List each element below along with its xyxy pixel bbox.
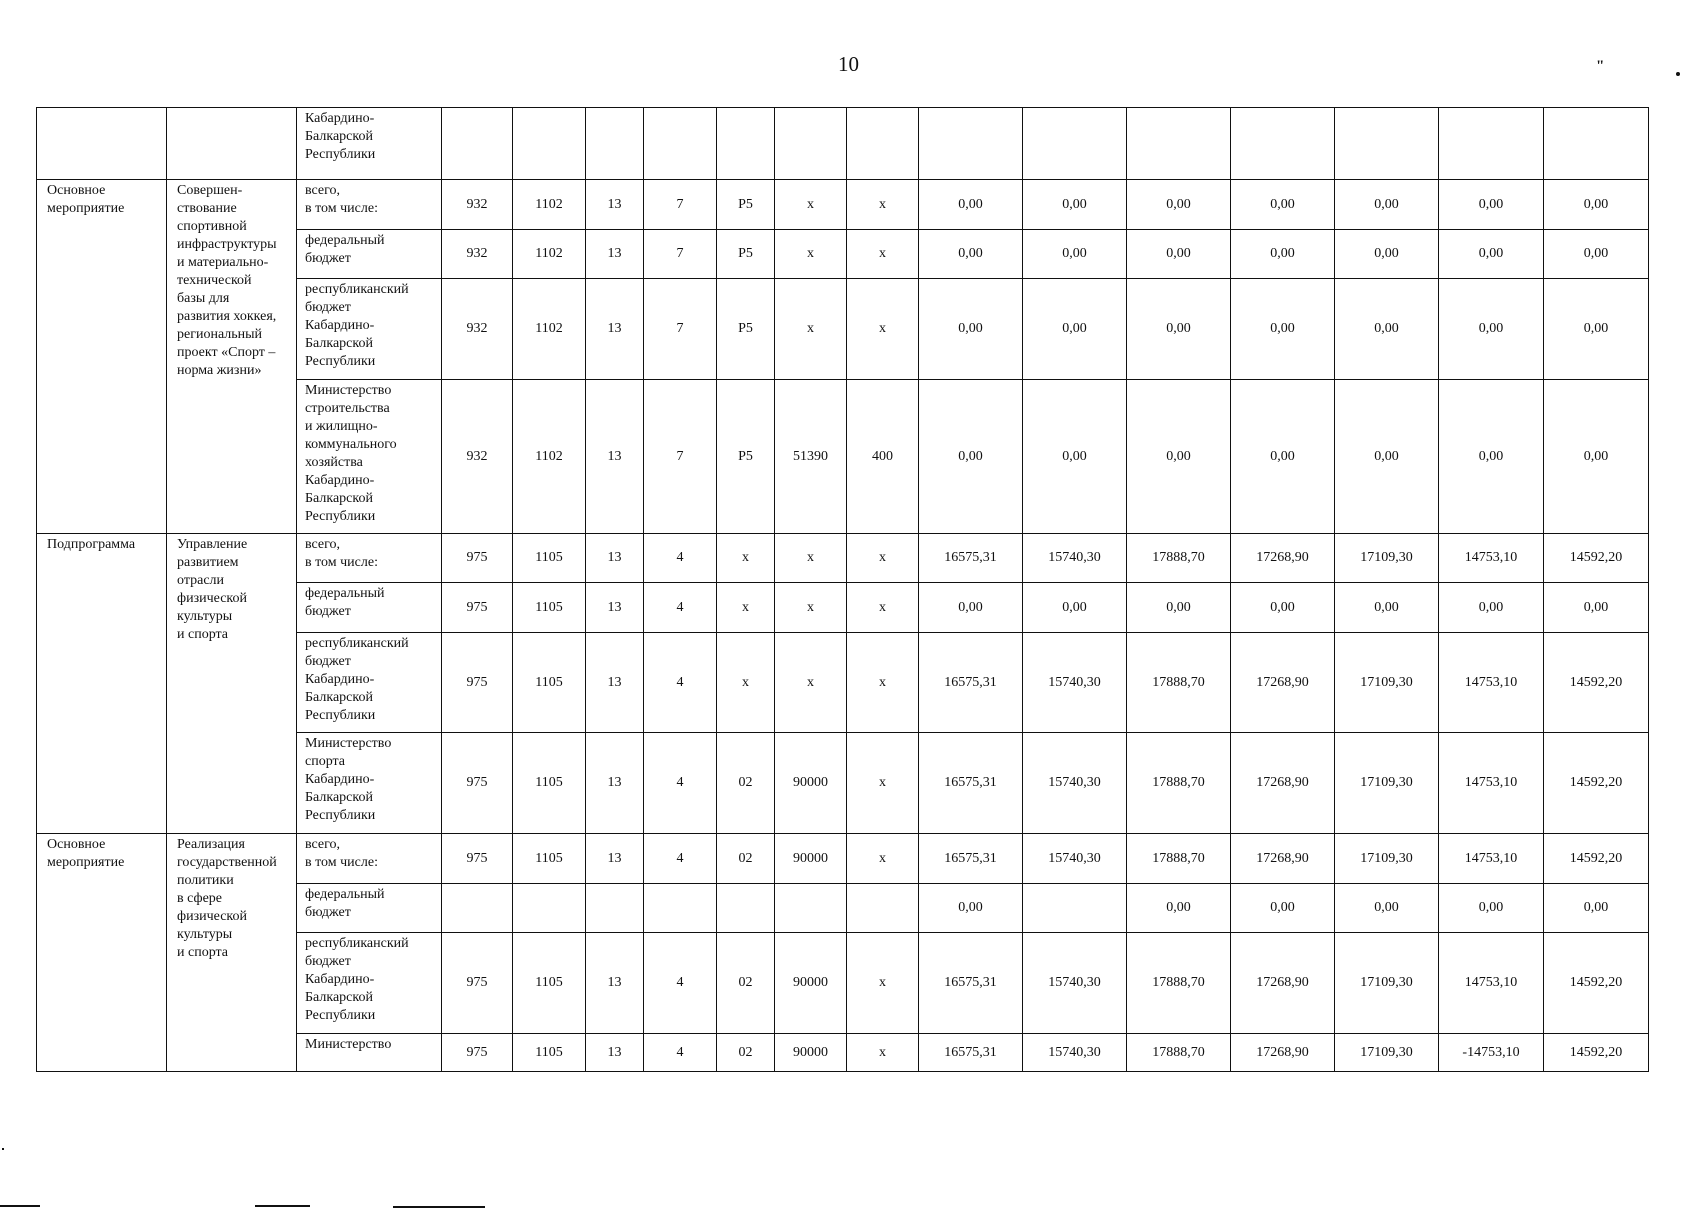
code-cell: 975 — [442, 534, 513, 583]
code-cell: 1105 — [513, 633, 586, 733]
amount-cell: 14753,10 — [1439, 933, 1544, 1034]
amount-cell: 15740,30 — [1023, 534, 1127, 583]
code-cell: 1102 — [513, 230, 586, 279]
code-cell: х — [847, 230, 919, 279]
code-cell: 7 — [644, 380, 717, 534]
amount-cell: 0,00 — [1127, 583, 1231, 633]
code-cell — [644, 884, 717, 933]
code-cell: 4 — [644, 583, 717, 633]
funding-source-cell: Министерство спорта Кабардино- Балкарской Республики — [297, 733, 442, 834]
amount-cell: 0,00 — [1439, 583, 1544, 633]
code-cell: х — [775, 534, 847, 583]
code-cell: Р5 — [717, 180, 775, 230]
amount-cell: 14592,20 — [1544, 534, 1649, 583]
amount-cell: 17109,30 — [1335, 1034, 1439, 1072]
amount-cell: 0,00 — [1231, 279, 1335, 380]
code-cell: х — [775, 583, 847, 633]
amount-cell: 14592,20 — [1544, 633, 1649, 733]
code-cell: Р5 — [717, 279, 775, 380]
code-cell — [442, 884, 513, 933]
amount-cell: 17888,70 — [1127, 933, 1231, 1034]
amount-cell: 14753,10 — [1439, 534, 1544, 583]
amount-cell: 0,00 — [919, 279, 1023, 380]
amount-cell: 17268,90 — [1231, 633, 1335, 733]
amount-cell: 17268,90 — [1231, 1034, 1335, 1072]
code-cell: 4 — [644, 534, 717, 583]
amount-cell: 14592,20 — [1544, 834, 1649, 884]
code-cell — [586, 108, 644, 180]
code-cell: 7 — [644, 279, 717, 380]
amount-cell: 0,00 — [1544, 583, 1649, 633]
amount-cell: 0,00 — [1231, 180, 1335, 230]
code-cell: 4 — [644, 633, 717, 733]
amount-cell: 15740,30 — [1023, 1034, 1127, 1072]
amount-cell: 14753,10 — [1439, 633, 1544, 733]
amount-cell: 0,00 — [1544, 180, 1649, 230]
amount-cell: 15740,30 — [1023, 933, 1127, 1034]
code-cell: 7 — [644, 230, 717, 279]
code-cell: 975 — [442, 733, 513, 834]
amount-cell: 0,00 — [1023, 279, 1127, 380]
item-type-cell: Основное мероприятие — [37, 180, 167, 534]
code-cell: х — [847, 583, 919, 633]
code-cell: 13 — [586, 230, 644, 279]
amount-cell — [919, 108, 1023, 180]
item-type-cell: Подпрограмма — [37, 534, 167, 834]
code-cell: 13 — [586, 1034, 644, 1072]
amount-cell: 0,00 — [1127, 884, 1231, 933]
code-cell: 13 — [586, 633, 644, 733]
amount-cell: 0,00 — [1023, 380, 1127, 534]
amount-cell: 0,00 — [1023, 230, 1127, 279]
amount-cell: 0,00 — [919, 884, 1023, 933]
amount-cell: 0,00 — [1231, 230, 1335, 279]
funding-source-cell: всего, в том числе: — [297, 180, 442, 230]
amount-cell: 14753,10 — [1439, 834, 1544, 884]
code-cell: 90000 — [775, 733, 847, 834]
amount-cell: 0,00 — [1335, 230, 1439, 279]
amount-cell: 0,00 — [1127, 279, 1231, 380]
code-cell — [513, 108, 586, 180]
code-cell: х — [775, 230, 847, 279]
table-row — [37, 534, 1649, 583]
code-cell: Р5 — [717, 230, 775, 279]
table-row — [37, 180, 1649, 230]
amount-cell: 0,00 — [1439, 180, 1544, 230]
code-cell: 975 — [442, 633, 513, 733]
code-cell: 1102 — [513, 380, 586, 534]
amount-cell — [1335, 108, 1439, 180]
amount-cell: 17109,30 — [1335, 834, 1439, 884]
amount-cell: 0,00 — [919, 180, 1023, 230]
amount-cell: 0,00 — [1544, 884, 1649, 933]
amount-cell: 17888,70 — [1127, 1034, 1231, 1072]
amount-cell: 14753,10 — [1439, 733, 1544, 834]
item-type-cell: Основное мероприятие — [37, 834, 167, 1072]
amount-cell: 0,00 — [1335, 180, 1439, 230]
corner-mark: " — [1596, 58, 1605, 74]
page-number: 10 — [838, 52, 859, 76]
code-cell: 51390 — [775, 380, 847, 534]
code-cell: 1105 — [513, 834, 586, 884]
code-cell: 13 — [586, 380, 644, 534]
item-type-cell — [37, 108, 167, 180]
amount-cell: 17268,90 — [1231, 834, 1335, 884]
amount-cell: 0,00 — [1439, 279, 1544, 380]
amount-cell: 17888,70 — [1127, 834, 1231, 884]
amount-cell: 17268,90 — [1231, 733, 1335, 834]
code-cell: 400 — [847, 380, 919, 534]
amount-cell: 0,00 — [1231, 884, 1335, 933]
code-cell: 13 — [586, 534, 644, 583]
code-cell: 13 — [586, 583, 644, 633]
amount-cell: 16575,31 — [919, 834, 1023, 884]
amount-cell: 0,00 — [1231, 380, 1335, 534]
amount-cell: 17109,30 — [1335, 633, 1439, 733]
amount-cell — [1023, 884, 1127, 933]
amount-cell: 0,00 — [1127, 230, 1231, 279]
code-cell: 1105 — [513, 1034, 586, 1072]
code-cell: 1105 — [513, 583, 586, 633]
code-cell: Р5 — [717, 380, 775, 534]
code-cell: 02 — [717, 1034, 775, 1072]
amount-cell: 16575,31 — [919, 633, 1023, 733]
code-cell: 13 — [586, 733, 644, 834]
budget-table-body — [37, 108, 1649, 1072]
amount-cell: 0,00 — [919, 583, 1023, 633]
amount-cell: 17888,70 — [1127, 733, 1231, 834]
code-cell: 1105 — [513, 733, 586, 834]
amount-cell: 16575,31 — [919, 733, 1023, 834]
amount-cell: 17109,30 — [1335, 733, 1439, 834]
amount-cell: 15740,30 — [1023, 633, 1127, 733]
amount-cell: 0,00 — [1231, 583, 1335, 633]
code-cell: 02 — [717, 834, 775, 884]
code-cell: 932 — [442, 279, 513, 380]
amount-cell: 16575,31 — [919, 534, 1023, 583]
code-cell: х — [775, 279, 847, 380]
amount-cell: 15740,30 — [1023, 834, 1127, 884]
code-cell: х — [847, 1034, 919, 1072]
footer-rule — [255, 1205, 310, 1207]
code-cell: 932 — [442, 230, 513, 279]
code-cell: 1102 — [513, 279, 586, 380]
code-cell — [775, 108, 847, 180]
code-cell: 932 — [442, 380, 513, 534]
amount-cell: 0,00 — [1335, 583, 1439, 633]
amount-cell: 16575,31 — [919, 933, 1023, 1034]
amount-cell: 0,00 — [1127, 180, 1231, 230]
code-cell — [717, 108, 775, 180]
code-cell: 02 — [717, 933, 775, 1034]
code-cell — [775, 884, 847, 933]
funding-source-cell: федеральный бюджет — [297, 884, 442, 933]
code-cell — [847, 884, 919, 933]
code-cell: 1102 — [513, 180, 586, 230]
item-name-cell: Реализация государственной политики в сфере физической культуры и спорта — [167, 834, 297, 1072]
amount-cell: 0,00 — [1439, 884, 1544, 933]
code-cell: 4 — [644, 933, 717, 1034]
code-cell: 90000 — [775, 933, 847, 1034]
amount-cell: 14592,20 — [1544, 933, 1649, 1034]
amount-cell: 14592,20 — [1544, 733, 1649, 834]
amount-cell: 0,00 — [1127, 380, 1231, 534]
funding-source-cell: Кабардино- Балкарской Республики — [297, 108, 442, 180]
code-cell: х — [775, 180, 847, 230]
amount-cell: 0,00 — [1335, 279, 1439, 380]
amount-cell: 0,00 — [1439, 380, 1544, 534]
code-cell: х — [775, 633, 847, 733]
funding-source-cell: всего, в том числе: — [297, 534, 442, 583]
amount-cell: 16575,31 — [919, 1034, 1023, 1072]
amount-cell: 0,00 — [1335, 380, 1439, 534]
funding-source-cell: Министерство — [297, 1034, 442, 1072]
amount-cell: 17109,30 — [1335, 534, 1439, 583]
footer-dot — [2, 1148, 4, 1150]
amount-cell: -14753,10 — [1439, 1034, 1544, 1072]
funding-source-cell: федеральный бюджет — [297, 230, 442, 279]
code-cell: 13 — [586, 279, 644, 380]
code-cell: 932 — [442, 180, 513, 230]
amount-cell: 17888,70 — [1127, 534, 1231, 583]
amount-cell: 17888,70 — [1127, 633, 1231, 733]
code-cell: 90000 — [775, 1034, 847, 1072]
amount-cell: 0,00 — [1544, 230, 1649, 279]
item-name-cell: Совершен- ствование спортивной инфраструктуры и материально- технической базы для развития хоккея, региональный проект «Спорт – норма жизни» — [167, 180, 297, 534]
budget-table — [36, 107, 1649, 1072]
code-cell: 975 — [442, 834, 513, 884]
amount-cell: 0,00 — [919, 380, 1023, 534]
table-row — [37, 108, 1649, 180]
code-cell: 975 — [442, 933, 513, 1034]
amount-cell — [1544, 108, 1649, 180]
amount-cell — [1231, 108, 1335, 180]
item-name-cell: Управление развитием отрасли физической культуры и спорта — [167, 534, 297, 834]
code-cell: 90000 — [775, 834, 847, 884]
funding-source-cell: всего, в том числе: — [297, 834, 442, 884]
footer-rule — [0, 1205, 40, 1207]
code-cell — [644, 108, 717, 180]
code-cell: 13 — [586, 834, 644, 884]
table-row — [37, 834, 1649, 884]
amount-cell: 0,00 — [1023, 583, 1127, 633]
code-cell: х — [847, 733, 919, 834]
code-cell: х — [847, 180, 919, 230]
code-cell: х — [847, 633, 919, 733]
amount-cell: 0,00 — [919, 230, 1023, 279]
code-cell: 4 — [644, 834, 717, 884]
code-cell — [847, 108, 919, 180]
code-cell — [513, 884, 586, 933]
amount-cell: 0,00 — [1544, 380, 1649, 534]
code-cell — [586, 884, 644, 933]
funding-source-cell: республиканский бюджет Кабардино- Балкарской Республики — [297, 633, 442, 733]
amount-cell: 17109,30 — [1335, 933, 1439, 1034]
code-cell: 1105 — [513, 534, 586, 583]
code-cell: 02 — [717, 733, 775, 834]
code-cell: х — [847, 279, 919, 380]
code-cell: 4 — [644, 1034, 717, 1072]
amount-cell: 0,00 — [1023, 180, 1127, 230]
code-cell — [442, 108, 513, 180]
item-name-cell — [167, 108, 297, 180]
code-cell: 975 — [442, 1034, 513, 1072]
code-cell: 13 — [586, 933, 644, 1034]
code-cell — [717, 884, 775, 933]
corner-dot — [1676, 72, 1680, 76]
code-cell: х — [717, 583, 775, 633]
code-cell: 1105 — [513, 933, 586, 1034]
funding-source-cell: республиканский бюджет Кабардино- Балкарской Республики — [297, 933, 442, 1034]
amount-cell: 0,00 — [1335, 884, 1439, 933]
amount-cell — [1023, 108, 1127, 180]
amount-cell: 14592,20 — [1544, 1034, 1649, 1072]
funding-source-cell: федеральный бюджет — [297, 583, 442, 633]
code-cell: х — [717, 534, 775, 583]
code-cell: х — [847, 534, 919, 583]
funding-source-cell: Министерство строительства и жилищно- коммунального хозяйства Кабардино- Балкарской Республики — [297, 380, 442, 534]
amount-cell: 0,00 — [1439, 230, 1544, 279]
funding-source-cell: республиканский бюджет Кабардино- Балкарской Республики — [297, 279, 442, 380]
code-cell: х — [847, 834, 919, 884]
code-cell: 4 — [644, 733, 717, 834]
amount-cell: 15740,30 — [1023, 733, 1127, 834]
amount-cell — [1439, 108, 1544, 180]
amount-cell: 17268,90 — [1231, 534, 1335, 583]
amount-cell: 0,00 — [1544, 279, 1649, 380]
amount-cell: 17268,90 — [1231, 933, 1335, 1034]
amount-cell — [1127, 108, 1231, 180]
code-cell: 13 — [586, 180, 644, 230]
code-cell: 7 — [644, 180, 717, 230]
code-cell: х — [717, 633, 775, 733]
code-cell: х — [847, 933, 919, 1034]
code-cell: 975 — [442, 583, 513, 633]
